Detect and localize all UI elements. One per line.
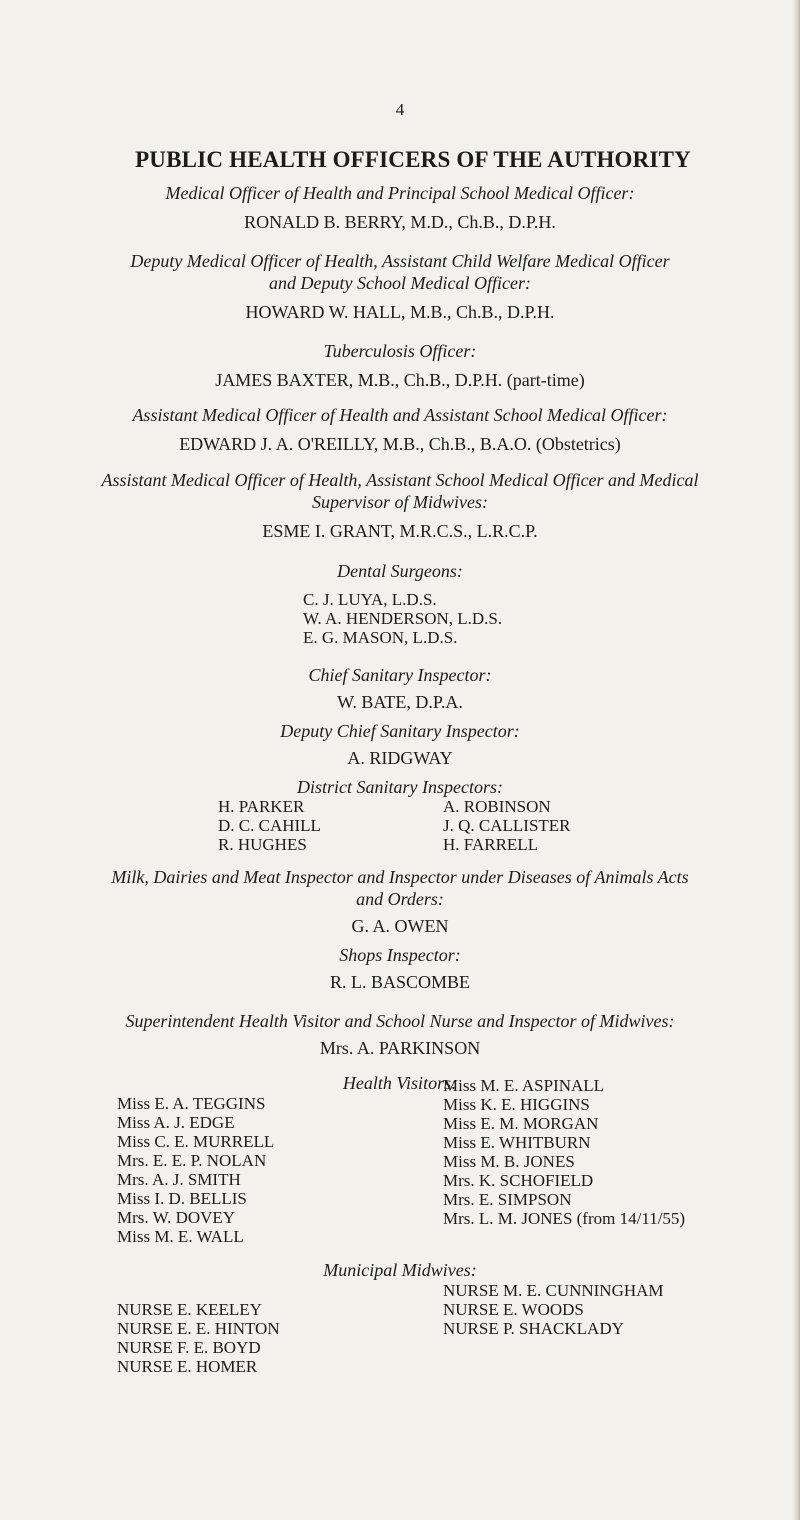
page-edge-shadow (792, 0, 800, 1520)
dental-surgeon: W. A. HENDERSON, L.D.S. (303, 609, 503, 628)
health-visitor: Mrs. E. SIMPSON (443, 1190, 572, 1209)
role-title: Medical Officer of Health and Principal School Medical Officer: (165, 183, 635, 203)
role-title: Tuberculosis Officer: (323, 341, 477, 361)
health-visitor: Mrs. E. E. P. NOLAN (117, 1151, 267, 1170)
midwife: NURSE M. E. CUNNINGHAM (443, 1281, 664, 1300)
health-visitor: Miss M. B. JONES (443, 1152, 575, 1171)
role-title-cont: Supervisor of Midwives: (312, 492, 488, 512)
mw-right-list (443, 1281, 664, 1338)
health-visitor: Miss K. E. HIGGINS (443, 1095, 590, 1114)
dsi-right-list (443, 797, 571, 854)
health-visitor: Miss I. D. BELLIS (117, 1189, 247, 1208)
asst-moh-section (0, 404, 800, 456)
role-title: Assistant Medical Officer of Health and Assistant School Medical Officer: (132, 405, 668, 425)
role-title: Dental Surgeons: (337, 561, 463, 581)
officer-name: W. BATE, D.P.A. (337, 692, 463, 712)
health-visitor: Miss M. E. WALL (117, 1227, 244, 1246)
deputy-moh-section (0, 250, 800, 324)
dental-list (303, 590, 502, 647)
role-title: Municipal Midwives: (323, 1260, 477, 1280)
officer-name: RONALD B. BERRY, M.D., Ch.B., D.P.H. (244, 212, 556, 232)
mw-left-list (117, 1300, 280, 1376)
midwife: NURSE E. KEELEY (117, 1300, 262, 1319)
officer-name: G. A. OWEN (351, 916, 449, 936)
officer-name: Mrs. A. PARKINSON (319, 1038, 481, 1058)
health-visitor: Miss C. E. MURRELL (117, 1132, 275, 1151)
health-visitor: Miss M. E. ASPINALL (443, 1076, 605, 1095)
asst-moh2-section (0, 469, 800, 543)
tb-section (0, 340, 800, 392)
health-visitor: Mrs. K. SCHOFIELD (443, 1171, 594, 1190)
csi-section (0, 664, 800, 714)
page-number: 4 (395, 100, 405, 119)
midwife: NURSE F. E. BOYD (117, 1338, 261, 1357)
role-title: Deputy Chief Sanitary Inspector: (280, 721, 520, 741)
dental-surgeon: C. J. LUYA, L.D.S. (303, 590, 437, 609)
role-title: Assistant Medical Officer of Health, Assistant School Medical Officer and Medical (101, 470, 699, 490)
role-title: Deputy Medical Officer of Health, Assistant Child Welfare Medical Officer (130, 251, 670, 271)
health-visitor: Miss E. M. MORGAN (443, 1114, 599, 1133)
inspector-name: A. ROBINSON (443, 797, 551, 816)
role-title: Chief Sanitary Inspector: (308, 665, 492, 685)
inspector-name: J. Q. CALLISTER (443, 816, 571, 835)
officer-name: EDWARD J. A. O'REILLY, M.B., Ch.B., B.A.O. (Obstetrics) (179, 434, 621, 454)
inspector-name: R. HUGHES (218, 835, 307, 854)
role-title: Shops Inspector: (339, 945, 461, 965)
moh-section (0, 182, 800, 234)
midwife: NURSE P. SHACKLADY (443, 1319, 624, 1338)
role-title: Superintendent Health Visitor and School Nurse and Inspector of Midwives: (125, 1011, 675, 1031)
health-visitor: Mrs. L. M. JONES (from 14/11/55) (443, 1209, 686, 1228)
hv-right-list (443, 1076, 685, 1228)
officer-name: HOWARD W. HALL, M.B., Ch.B., D.P.H. (245, 302, 555, 322)
role-title-cont: and Orders: (356, 889, 444, 909)
health-visitor: Miss E. WHITBURN (443, 1133, 591, 1152)
role-title-cont: and Deputy School Medical Officer: (269, 273, 531, 293)
inspector-name: H. PARKER (218, 797, 305, 816)
role-title: District Sanitary Inspectors: (297, 777, 503, 797)
milk-section (0, 866, 800, 938)
hv-left-list (117, 1094, 274, 1246)
shops-section (0, 944, 800, 994)
super-section (0, 1010, 800, 1060)
officer-name: ESME I. GRANT, M.R.C.S., L.R.C.P. (262, 521, 538, 541)
officer-name: JAMES BAXTER, M.B., Ch.B., D.P.H. (part-time) (215, 370, 585, 390)
dsi-section (0, 776, 800, 798)
role-title: Health Visitors: (342, 1073, 458, 1093)
officer-name: A. RIDGWAY (347, 748, 453, 768)
role-title: Milk, Dairies and Meat Inspector and Inspector under Diseases of Animals Acts (111, 867, 689, 887)
inspector-name: H. FARRELL (443, 835, 539, 854)
dental-section (0, 560, 800, 582)
inspector-name: D. C. CAHILL (218, 816, 321, 835)
midwife: NURSE E. HOMER (117, 1357, 258, 1376)
midwife: NURSE E. E. HINTON (117, 1319, 280, 1338)
dental-surgeon: E. G. MASON, L.D.S. (303, 628, 458, 647)
mw-section (0, 1259, 800, 1281)
health-visitor: Mrs. A. J. SMITH (117, 1170, 241, 1189)
dcsi-section (0, 720, 800, 770)
health-visitor: Miss A. J. EDGE (117, 1113, 235, 1132)
health-visitor: Miss E. A. TEGGINS (117, 1094, 266, 1113)
health-visitor: Mrs. W. DOVEY (117, 1208, 236, 1227)
dsi-left-list (218, 797, 321, 854)
page-title: PUBLIC HEALTH OFFICERS OF THE AUTHORITY (135, 147, 691, 172)
officer-name: R. L. BASCOMBE (329, 972, 471, 992)
midwife: NURSE E. WOODS (443, 1300, 584, 1319)
